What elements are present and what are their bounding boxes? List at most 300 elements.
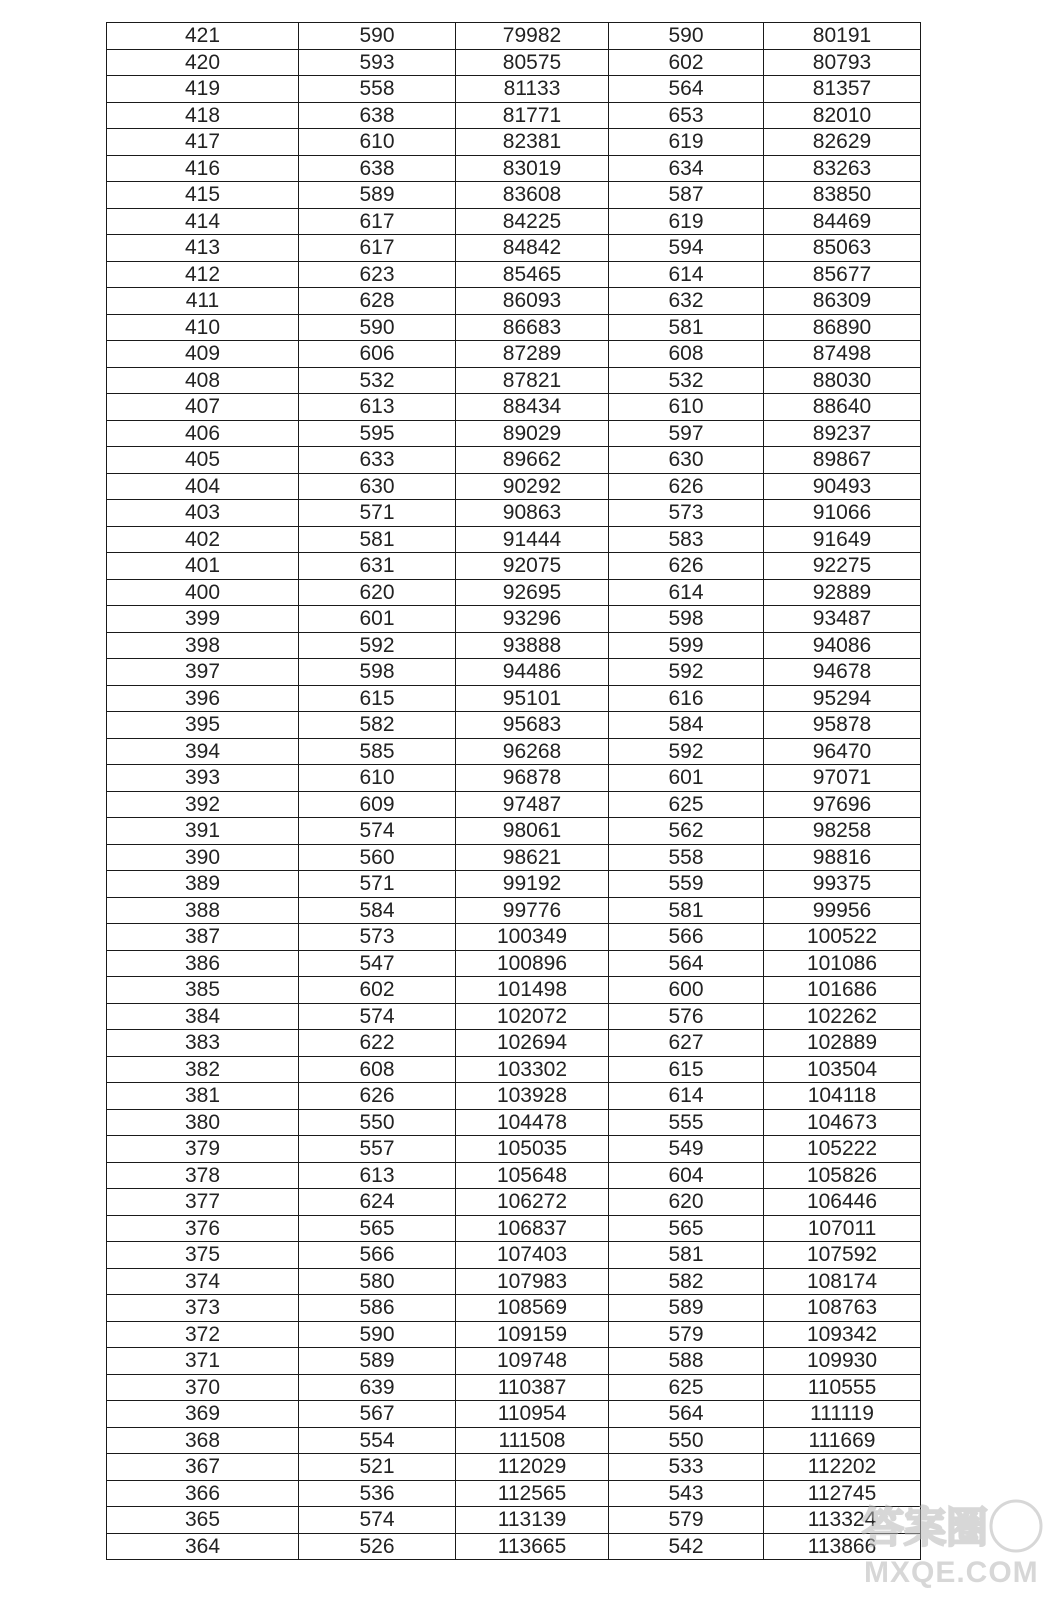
cell-score: 391 <box>107 818 299 845</box>
cell-cumulative-a: 112029 <box>456 1454 609 1481</box>
table-row <box>107 844 921 871</box>
cell-count-a: 560 <box>299 844 456 871</box>
cell-cumulative-a: 99776 <box>456 897 609 924</box>
cell-score: 409 <box>107 341 299 368</box>
cell-count-b: 602 <box>609 49 764 76</box>
cell-score: 366 <box>107 1480 299 1507</box>
cell-count-b: 581 <box>609 1242 764 1269</box>
cell-score: 397 <box>107 659 299 686</box>
cell-cumulative-b: 98816 <box>764 844 921 871</box>
cell-count-a: 550 <box>299 1109 456 1136</box>
table-row <box>107 447 921 474</box>
cell-cumulative-a: 102072 <box>456 1003 609 1030</box>
cell-count-a: 590 <box>299 314 456 341</box>
cell-score: 376 <box>107 1215 299 1242</box>
table-row <box>107 367 921 394</box>
cell-cumulative-a: 87821 <box>456 367 609 394</box>
table-row <box>107 129 921 156</box>
cell-cumulative-a: 87289 <box>456 341 609 368</box>
table-row <box>107 1295 921 1322</box>
cell-cumulative-b: 96470 <box>764 738 921 765</box>
cell-cumulative-b: 91066 <box>764 500 921 527</box>
cell-cumulative-b: 105222 <box>764 1136 921 1163</box>
cell-cumulative-a: 96268 <box>456 738 609 765</box>
table-row <box>107 23 921 50</box>
cell-count-b: 543 <box>609 1480 764 1507</box>
cell-count-a: 574 <box>299 1507 456 1534</box>
cell-count-b: 597 <box>609 420 764 447</box>
cell-count-a: 592 <box>299 632 456 659</box>
cell-count-a: 606 <box>299 341 456 368</box>
cell-cumulative-b: 81357 <box>764 76 921 103</box>
cell-cumulative-a: 100349 <box>456 924 609 951</box>
cell-score: 378 <box>107 1162 299 1189</box>
cell-score: 407 <box>107 394 299 421</box>
cell-cumulative-a: 79982 <box>456 23 609 50</box>
cell-score: 388 <box>107 897 299 924</box>
cell-count-a: 557 <box>299 1136 456 1163</box>
table-row <box>107 1189 921 1216</box>
cell-count-a: 574 <box>299 1003 456 1030</box>
cell-count-a: 598 <box>299 659 456 686</box>
cell-score: 412 <box>107 261 299 288</box>
cell-score: 400 <box>107 579 299 606</box>
cell-cumulative-b: 94086 <box>764 632 921 659</box>
cell-cumulative-a: 91444 <box>456 526 609 553</box>
cell-count-a: 601 <box>299 606 456 633</box>
cell-cumulative-a: 92695 <box>456 579 609 606</box>
table-row <box>107 712 921 739</box>
cell-score: 414 <box>107 208 299 235</box>
cell-cumulative-b: 102889 <box>764 1030 921 1057</box>
table-row <box>107 897 921 924</box>
table-row <box>107 1507 921 1534</box>
cell-score: 383 <box>107 1030 299 1057</box>
cell-score: 415 <box>107 182 299 209</box>
table-row <box>107 76 921 103</box>
cell-score: 396 <box>107 685 299 712</box>
cell-count-b: 627 <box>609 1030 764 1057</box>
cell-cumulative-a: 109748 <box>456 1348 609 1375</box>
cell-cumulative-b: 92275 <box>764 553 921 580</box>
cell-count-b: 559 <box>609 871 764 898</box>
cell-cumulative-b: 80793 <box>764 49 921 76</box>
cell-count-b: 626 <box>609 553 764 580</box>
cell-count-b: 653 <box>609 102 764 129</box>
cell-cumulative-a: 103928 <box>456 1083 609 1110</box>
cell-score: 394 <box>107 738 299 765</box>
cell-cumulative-b: 111669 <box>764 1427 921 1454</box>
cell-cumulative-b: 108763 <box>764 1295 921 1322</box>
table-row <box>107 394 921 421</box>
cell-count-a: 623 <box>299 261 456 288</box>
cell-count-b: 619 <box>609 208 764 235</box>
cell-cumulative-b: 100522 <box>764 924 921 951</box>
cell-cumulative-a: 80575 <box>456 49 609 76</box>
table-row <box>107 1162 921 1189</box>
cell-count-b: 592 <box>609 659 764 686</box>
cell-count-b: 614 <box>609 261 764 288</box>
cell-cumulative-a: 109159 <box>456 1321 609 1348</box>
cell-score: 368 <box>107 1427 299 1454</box>
cell-cumulative-a: 97487 <box>456 791 609 818</box>
table-row <box>107 1030 921 1057</box>
cell-score: 408 <box>107 367 299 394</box>
cell-count-b: 614 <box>609 579 764 606</box>
table-row <box>107 1268 921 1295</box>
cell-count-b: 625 <box>609 791 764 818</box>
cell-cumulative-b: 101686 <box>764 977 921 1004</box>
cell-cumulative-b: 86890 <box>764 314 921 341</box>
cell-cumulative-b: 104118 <box>764 1083 921 1110</box>
cell-count-b: 581 <box>609 897 764 924</box>
table-row <box>107 102 921 129</box>
cell-count-b: 562 <box>609 818 764 845</box>
cell-cumulative-a: 86093 <box>456 288 609 315</box>
cell-count-a: 532 <box>299 367 456 394</box>
cell-cumulative-b: 91649 <box>764 526 921 553</box>
cell-count-b: 581 <box>609 314 764 341</box>
cell-score: 387 <box>107 924 299 951</box>
cell-count-a: 608 <box>299 1056 456 1083</box>
cell-cumulative-a: 101498 <box>456 977 609 1004</box>
table-row <box>107 553 921 580</box>
cell-score: 369 <box>107 1401 299 1428</box>
table-row <box>107 818 921 845</box>
cell-count-a: 571 <box>299 500 456 527</box>
cell-count-a: 590 <box>299 1321 456 1348</box>
table-row <box>107 1109 921 1136</box>
cell-count-a: 585 <box>299 738 456 765</box>
cell-count-b: 564 <box>609 76 764 103</box>
cell-cumulative-a: 96878 <box>456 765 609 792</box>
table-row <box>107 738 921 765</box>
cell-cumulative-a: 89662 <box>456 447 609 474</box>
cell-cumulative-a: 98621 <box>456 844 609 871</box>
cell-count-b: 601 <box>609 765 764 792</box>
cell-cumulative-b: 108174 <box>764 1268 921 1295</box>
cell-count-a: 617 <box>299 235 456 262</box>
cell-cumulative-b: 88640 <box>764 394 921 421</box>
cell-count-b: 573 <box>609 500 764 527</box>
cell-cumulative-a: 86683 <box>456 314 609 341</box>
cell-count-b: 566 <box>609 924 764 951</box>
table-row <box>107 606 921 633</box>
cell-cumulative-b: 90493 <box>764 473 921 500</box>
cell-cumulative-b: 82629 <box>764 129 921 156</box>
cell-count-b: 588 <box>609 1348 764 1375</box>
cell-cumulative-a: 102694 <box>456 1030 609 1057</box>
cell-count-a: 613 <box>299 1162 456 1189</box>
cell-cumulative-b: 84469 <box>764 208 921 235</box>
cell-count-b: 589 <box>609 1295 764 1322</box>
cell-count-a: 593 <box>299 49 456 76</box>
cell-count-a: 610 <box>299 765 456 792</box>
cell-count-a: 633 <box>299 447 456 474</box>
table-row <box>107 1215 921 1242</box>
cell-count-b: 549 <box>609 1136 764 1163</box>
table-row <box>107 1454 921 1481</box>
table-row <box>107 473 921 500</box>
cell-count-a: 521 <box>299 1454 456 1481</box>
cell-count-b: 590 <box>609 23 764 50</box>
cell-count-a: 628 <box>299 288 456 315</box>
cell-cumulative-a: 111508 <box>456 1427 609 1454</box>
cell-count-b: 634 <box>609 155 764 182</box>
cell-cumulative-b: 99956 <box>764 897 921 924</box>
cell-cumulative-a: 105648 <box>456 1162 609 1189</box>
cell-count-b: 600 <box>609 977 764 1004</box>
cell-cumulative-b: 83263 <box>764 155 921 182</box>
score-table-body <box>107 23 921 1560</box>
cell-count-a: 566 <box>299 1242 456 1269</box>
table-row <box>107 1374 921 1401</box>
cell-count-a: 624 <box>299 1189 456 1216</box>
cell-cumulative-b: 111119 <box>764 1401 921 1428</box>
cell-score: 417 <box>107 129 299 156</box>
cell-cumulative-a: 85465 <box>456 261 609 288</box>
cell-score: 403 <box>107 500 299 527</box>
cell-score: 402 <box>107 526 299 553</box>
cell-count-b: 626 <box>609 473 764 500</box>
cell-count-b: 615 <box>609 1056 764 1083</box>
cell-cumulative-b: 82010 <box>764 102 921 129</box>
cell-count-a: 536 <box>299 1480 456 1507</box>
cell-score: 406 <box>107 420 299 447</box>
table-row <box>107 420 921 447</box>
cell-score: 421 <box>107 23 299 50</box>
cell-score: 419 <box>107 76 299 103</box>
cell-score: 379 <box>107 1136 299 1163</box>
cell-count-b: 587 <box>609 182 764 209</box>
cell-count-a: 595 <box>299 420 456 447</box>
cell-cumulative-a: 83608 <box>456 182 609 209</box>
cell-count-b: 564 <box>609 950 764 977</box>
cell-score: 371 <box>107 1348 299 1375</box>
table-row <box>107 155 921 182</box>
cell-score: 405 <box>107 447 299 474</box>
cell-score: 373 <box>107 1295 299 1322</box>
cell-cumulative-a: 110387 <box>456 1374 609 1401</box>
cell-cumulative-a: 84842 <box>456 235 609 262</box>
cell-count-a: 610 <box>299 129 456 156</box>
cell-cumulative-a: 103302 <box>456 1056 609 1083</box>
cell-cumulative-b: 89237 <box>764 420 921 447</box>
table-row <box>107 579 921 606</box>
cell-count-a: 571 <box>299 871 456 898</box>
cell-score: 384 <box>107 1003 299 1030</box>
cell-count-a: 638 <box>299 102 456 129</box>
cell-cumulative-b: 109930 <box>764 1348 921 1375</box>
cell-count-b: 620 <box>609 1189 764 1216</box>
cell-cumulative-a: 113665 <box>456 1533 609 1560</box>
cell-count-b: 550 <box>609 1427 764 1454</box>
cell-cumulative-b: 103504 <box>764 1056 921 1083</box>
cell-count-b: 610 <box>609 394 764 421</box>
cell-score: 410 <box>107 314 299 341</box>
cell-cumulative-b: 85677 <box>764 261 921 288</box>
cell-count-a: 631 <box>299 553 456 580</box>
cell-score: 398 <box>107 632 299 659</box>
cell-cumulative-b: 88030 <box>764 367 921 394</box>
table-row <box>107 765 921 792</box>
cell-score: 413 <box>107 235 299 262</box>
cell-cumulative-b: 113324 <box>764 1507 921 1534</box>
cell-count-b: 599 <box>609 632 764 659</box>
cell-count-a: 617 <box>299 208 456 235</box>
cell-cumulative-b: 99375 <box>764 871 921 898</box>
cell-count-a: 573 <box>299 924 456 951</box>
cell-count-a: 581 <box>299 526 456 553</box>
cell-cumulative-b: 112745 <box>764 1480 921 1507</box>
cell-cumulative-a: 93296 <box>456 606 609 633</box>
cell-cumulative-b: 104673 <box>764 1109 921 1136</box>
cell-cumulative-a: 83019 <box>456 155 609 182</box>
cell-count-a: 558 <box>299 76 456 103</box>
table-row <box>107 1401 921 1428</box>
cell-cumulative-a: 106272 <box>456 1189 609 1216</box>
cell-cumulative-a: 81133 <box>456 76 609 103</box>
cell-count-b: 630 <box>609 447 764 474</box>
cell-score: 375 <box>107 1242 299 1269</box>
table-row <box>107 632 921 659</box>
cell-cumulative-a: 93888 <box>456 632 609 659</box>
cell-cumulative-b: 101086 <box>764 950 921 977</box>
table-row <box>107 314 921 341</box>
cell-count-b: 583 <box>609 526 764 553</box>
cell-score: 392 <box>107 791 299 818</box>
cell-cumulative-b: 113866 <box>764 1533 921 1560</box>
cell-score: 386 <box>107 950 299 977</box>
cell-score: 374 <box>107 1268 299 1295</box>
table-row <box>107 1136 921 1163</box>
cell-count-a: 526 <box>299 1533 456 1560</box>
cell-cumulative-b: 97071 <box>764 765 921 792</box>
cell-cumulative-a: 88434 <box>456 394 609 421</box>
cell-cumulative-b: 95294 <box>764 685 921 712</box>
cell-cumulative-b: 98258 <box>764 818 921 845</box>
cell-cumulative-b: 107011 <box>764 1215 921 1242</box>
cell-cumulative-b: 87498 <box>764 341 921 368</box>
cell-cumulative-a: 84225 <box>456 208 609 235</box>
table-row <box>107 659 921 686</box>
cell-score: 367 <box>107 1454 299 1481</box>
cell-cumulative-b: 80191 <box>764 23 921 50</box>
cell-cumulative-a: 90863 <box>456 500 609 527</box>
cell-cumulative-a: 105035 <box>456 1136 609 1163</box>
table-row <box>107 1321 921 1348</box>
cell-cumulative-a: 82381 <box>456 129 609 156</box>
cell-cumulative-b: 105826 <box>764 1162 921 1189</box>
cell-count-a: 626 <box>299 1083 456 1110</box>
cell-count-a: 565 <box>299 1215 456 1242</box>
cell-count-b: 542 <box>609 1533 764 1560</box>
cell-count-b: 533 <box>609 1454 764 1481</box>
table-row <box>107 1003 921 1030</box>
cell-score: 399 <box>107 606 299 633</box>
cell-cumulative-a: 107403 <box>456 1242 609 1269</box>
cell-cumulative-a: 113139 <box>456 1507 609 1534</box>
cell-count-a: 622 <box>299 1030 456 1057</box>
cell-count-a: 584 <box>299 897 456 924</box>
cell-count-a: 620 <box>299 579 456 606</box>
cell-count-b: 614 <box>609 1083 764 1110</box>
cell-count-b: 608 <box>609 341 764 368</box>
table-row <box>107 526 921 553</box>
cell-count-b: 558 <box>609 844 764 871</box>
table-row <box>107 1348 921 1375</box>
cell-cumulative-a: 95683 <box>456 712 609 739</box>
cell-count-b: 625 <box>609 1374 764 1401</box>
cell-score: 401 <box>107 553 299 580</box>
cell-count-b: 579 <box>609 1507 764 1534</box>
cell-cumulative-b: 107592 <box>764 1242 921 1269</box>
watermark-site-text: MXQE.COM <box>864 1556 1039 1589</box>
cell-cumulative-b: 109342 <box>764 1321 921 1348</box>
cell-count-b: 582 <box>609 1268 764 1295</box>
cell-count-b: 579 <box>609 1321 764 1348</box>
cell-cumulative-b: 89867 <box>764 447 921 474</box>
cell-score: 380 <box>107 1109 299 1136</box>
table-row <box>107 977 921 1004</box>
cell-count-a: 638 <box>299 155 456 182</box>
cell-count-a: 580 <box>299 1268 456 1295</box>
score-table <box>106 22 921 1560</box>
cell-count-b: 604 <box>609 1162 764 1189</box>
cell-count-a: 602 <box>299 977 456 1004</box>
cell-count-b: 598 <box>609 606 764 633</box>
cell-count-a: 613 <box>299 394 456 421</box>
cell-cumulative-b: 93487 <box>764 606 921 633</box>
table-row <box>107 500 921 527</box>
cell-cumulative-b: 112202 <box>764 1454 921 1481</box>
cell-cumulative-b: 106446 <box>764 1189 921 1216</box>
cell-score: 365 <box>107 1507 299 1534</box>
table-row <box>107 1242 921 1269</box>
table-row <box>107 288 921 315</box>
cell-cumulative-a: 106837 <box>456 1215 609 1242</box>
cell-score: 418 <box>107 102 299 129</box>
cell-cumulative-a: 98061 <box>456 818 609 845</box>
cell-count-b: 555 <box>609 1109 764 1136</box>
cell-count-b: 616 <box>609 685 764 712</box>
cell-cumulative-a: 100896 <box>456 950 609 977</box>
table-row <box>107 1480 921 1507</box>
cell-count-a: 639 <box>299 1374 456 1401</box>
cell-cumulative-a: 95101 <box>456 685 609 712</box>
cell-count-b: 584 <box>609 712 764 739</box>
table-row <box>107 1083 921 1110</box>
cell-count-b: 592 <box>609 738 764 765</box>
table-row <box>107 235 921 262</box>
cell-count-a: 630 <box>299 473 456 500</box>
cell-cumulative-b: 102262 <box>764 1003 921 1030</box>
cell-score: 420 <box>107 49 299 76</box>
cell-count-a: 547 <box>299 950 456 977</box>
cell-score: 395 <box>107 712 299 739</box>
cell-cumulative-a: 107983 <box>456 1268 609 1295</box>
cell-score: 393 <box>107 765 299 792</box>
cell-score: 411 <box>107 288 299 315</box>
cell-count-a: 586 <box>299 1295 456 1322</box>
cell-count-a: 589 <box>299 182 456 209</box>
cell-score: 372 <box>107 1321 299 1348</box>
cell-cumulative-a: 110954 <box>456 1401 609 1428</box>
table-row <box>107 1427 921 1454</box>
cell-score: 381 <box>107 1083 299 1110</box>
cell-count-b: 564 <box>609 1401 764 1428</box>
cell-count-b: 532 <box>609 367 764 394</box>
